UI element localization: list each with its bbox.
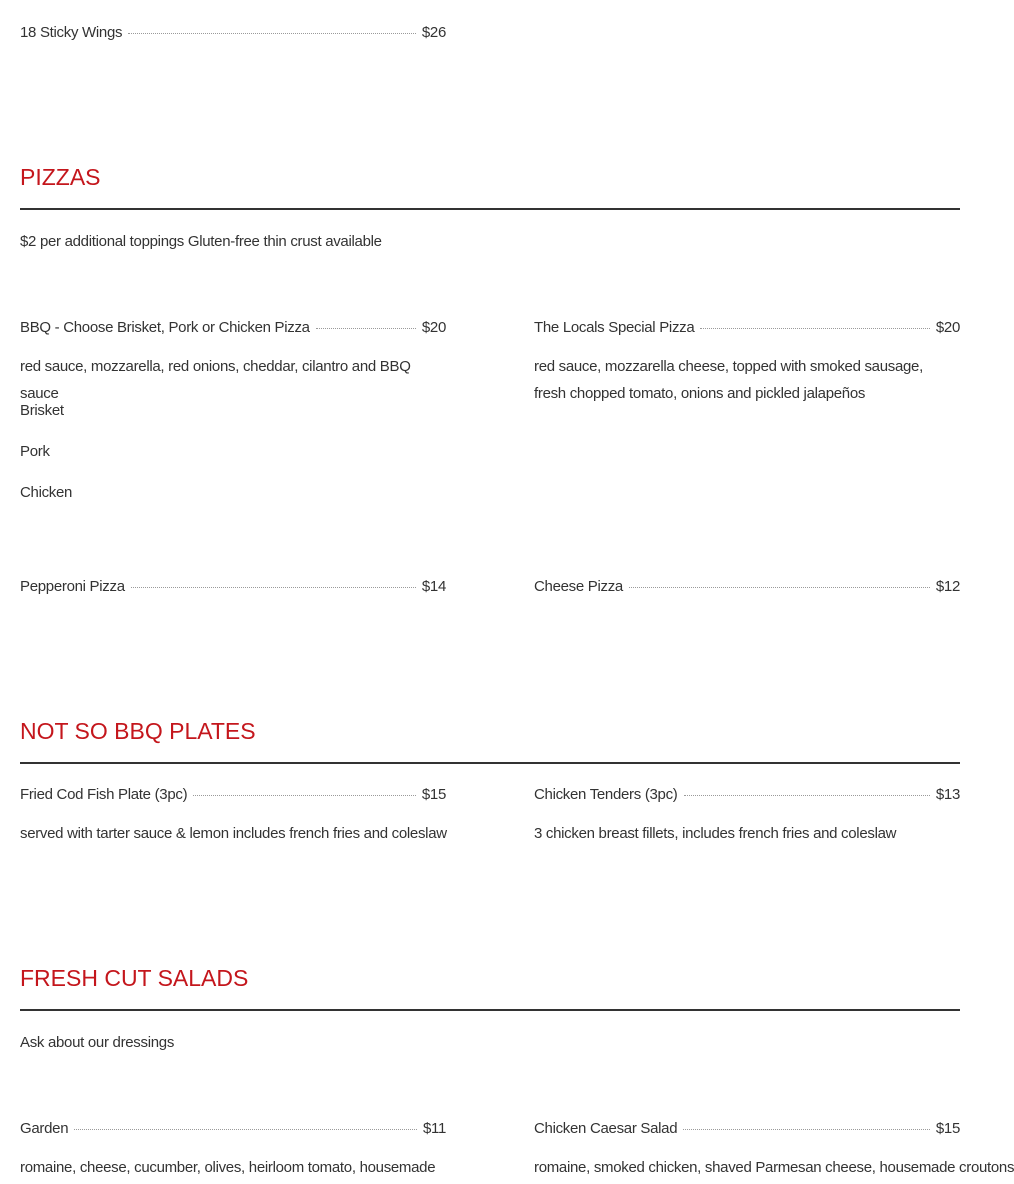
item-price: $11 — [422, 1120, 446, 1137]
menu-item-locals-special-pizza — [534, 319, 960, 336]
item-price: $15 — [421, 786, 446, 803]
menu-item-garden-salad — [20, 1120, 446, 1137]
dot-leader — [684, 795, 930, 796]
item-price: $14 — [421, 578, 446, 595]
dot-leader — [316, 328, 416, 329]
item-price: $26 — [421, 24, 446, 41]
dot-leader — [683, 1129, 930, 1130]
item-name: Garden — [20, 1120, 69, 1137]
item-price: $13 — [935, 786, 960, 803]
item-name: 18 Sticky Wings — [20, 24, 123, 41]
dot-leader — [128, 33, 416, 34]
menu-item-cheese-pizza — [534, 578, 960, 595]
item-description: served with tarter sauce & lemon includes french fries and coleslaw — [20, 825, 447, 842]
menu-item-sticky-wings — [20, 24, 446, 41]
item-name: BBQ - Choose Brisket, Pork or Chicken Pizza — [20, 319, 310, 336]
item-price: $20 — [935, 319, 960, 336]
item-name: Pepperoni Pizza — [20, 578, 125, 595]
menu-item-pepperoni-pizza — [20, 578, 446, 595]
item-description: 3 chicken breast fillets, includes french fries and coleslaw — [534, 825, 897, 842]
item-description: romaine, cheese, cucumber, olives, heirloom tomato, housemade — [20, 1159, 436, 1176]
section-note: $2 per additional toppings Gluten-free thin crust available — [20, 233, 382, 250]
item-name: Chicken Tenders (3pc) — [534, 786, 678, 803]
section-title-plates: NOT SO BBQ PLATES — [20, 718, 256, 744]
menu-item-bbq-pizza — [20, 319, 446, 336]
dot-leader — [629, 587, 930, 588]
item-description: red sauce, mozzarella, red onions, cheddar, cilantro and BBQ sauce — [20, 358, 411, 402]
section-title-pizzas: PIZZAS — [20, 164, 101, 190]
item-name: Cheese Pizza — [534, 578, 623, 595]
dot-leader — [74, 1129, 417, 1130]
item-price: $12 — [935, 578, 960, 595]
item-name: Chicken Caesar Salad — [534, 1120, 678, 1137]
section-note: Ask about our dressings — [20, 1034, 175, 1051]
dot-leader — [193, 795, 416, 796]
item-name: The Locals Special Pizza — [534, 319, 695, 336]
item-price: $20 — [421, 319, 446, 336]
section-divider — [20, 208, 960, 210]
menu-item-chicken-tenders — [534, 786, 960, 803]
section-divider — [20, 1009, 960, 1011]
option-pork: Pork — [20, 443, 50, 460]
item-description: romaine, smoked chicken, shaved Parmesan cheese, housemade croutons — [534, 1159, 1014, 1176]
option-brisket: Brisket — [20, 402, 64, 419]
option-chicken: Chicken — [20, 484, 73, 501]
item-description: red sauce, mozzarella cheese, topped with smoked sausage, fresh chopped tomato, onions and pickled jalapeños — [534, 358, 923, 402]
section-divider — [20, 762, 960, 764]
menu-item-fried-cod — [20, 786, 446, 803]
item-name: Fried Cod Fish Plate (3pc) — [20, 786, 188, 803]
dot-leader — [700, 328, 929, 329]
menu-item-chicken-caesar-salad — [534, 1120, 960, 1137]
item-price: $15 — [935, 1120, 960, 1137]
dot-leader — [131, 587, 416, 588]
section-title-salads: FRESH CUT SALADS — [20, 965, 249, 991]
